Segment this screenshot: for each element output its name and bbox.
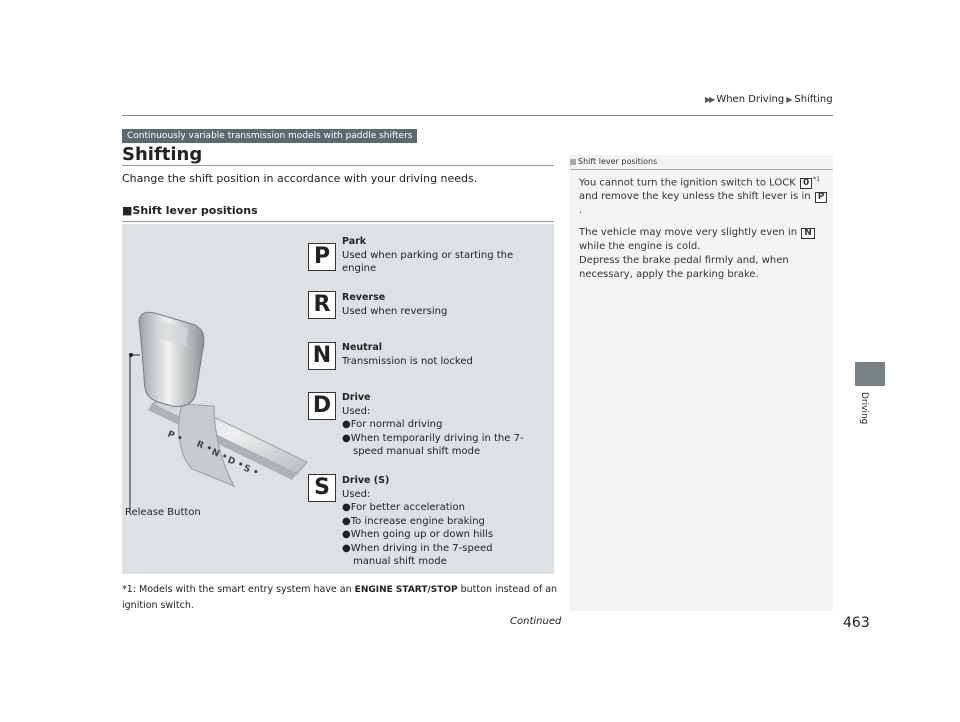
sidebar-para-1 — [579, 173, 829, 218]
breadcrumb-part-1[interactable]: When Driving — [716, 94, 785, 105]
lever-label-n: N • — [209, 447, 229, 463]
sidebar-text-span: The vehicle may move very slightly even in — [579, 227, 801, 239]
gear-desc-reverse — [342, 291, 542, 318]
gear-bullet: ●For normal driving — [342, 419, 443, 430]
header-rule — [122, 115, 833, 116]
gear-desc-drive — [342, 391, 527, 459]
continued-label: Continued — [510, 616, 562, 627]
sidebar-para-3: Depress the brake pedal firmly and, when necessary, apply the parking brake. — [579, 255, 789, 281]
gear-icon-s: S — [308, 474, 336, 502]
model-banner: Continuously variable transmission models with paddle shifters — [122, 129, 417, 143]
note-icon — [570, 159, 576, 165]
sidebar-rule — [570, 169, 833, 170]
release-button-label: Release Button — [125, 507, 201, 518]
gear-line: Used when reversing — [342, 305, 448, 317]
gear-icon-r: R — [308, 291, 336, 319]
gear-icon-d: D — [308, 392, 336, 420]
footnote-bold: ENGINE START/STOP — [354, 585, 458, 595]
gear-line: Used: — [342, 488, 371, 500]
title-rule — [122, 165, 554, 166]
gear-bullet: ●For better acceleration — [342, 502, 465, 513]
section-rule — [122, 221, 554, 222]
sidebar-text-span: and remove the key unless the shift lever is in — [579, 191, 814, 203]
page-title: Shifting — [122, 144, 203, 165]
breadcrumb-part-2[interactable]: Shifting — [794, 94, 833, 105]
footnote-ref: *1 — [813, 176, 821, 183]
breadcrumb-arrow-icon: ▶▶ — [705, 95, 714, 104]
sidebar-para-2 — [579, 226, 829, 254]
gear-name: Reverse — [342, 292, 386, 303]
page-number: 463 — [843, 615, 870, 631]
chapter-tab[interactable] — [855, 362, 885, 386]
gear-bullet: ●When temporarily driving in the 7-speed manual shift mode — [342, 432, 524, 457]
lever-label-p: P • — [165, 429, 184, 445]
gear-desc-drive-s — [342, 474, 512, 569]
chapter-tab-label — [855, 392, 871, 432]
section-title: ■Shift lever positions — [122, 204, 258, 217]
breadcrumb — [705, 94, 833, 105]
gear-name: Park — [342, 236, 367, 247]
key-p-icon: P — [815, 192, 828, 203]
sidebar-heading-text: Shift lever positions — [578, 157, 658, 166]
gear-icon-p: P — [308, 243, 336, 271]
gear-desc-neutral — [342, 341, 542, 368]
gear-line: Transmission is not locked — [342, 355, 473, 367]
gear-icon-n: N — [308, 342, 336, 370]
gear-name: Drive — [342, 392, 371, 403]
gear-bullet: ●To increase engine braking — [342, 515, 485, 527]
shift-lever-panel — [122, 224, 554, 574]
lever-label-s: S • — [241, 463, 260, 479]
lever-label-r: R • — [194, 439, 214, 455]
gear-name: Neutral — [342, 342, 383, 353]
key-lock-icon: 0 — [800, 178, 812, 189]
sidebar-text-span: You cannot turn the ignition switch to LOCK — [579, 177, 799, 189]
gear-desc-park — [342, 235, 542, 276]
gear-bullet: ●When driving in the 7-speed manual shift mode — [342, 542, 493, 567]
gear-line: engine — [342, 263, 377, 274]
gear-bullet: ●When going up or down hills — [342, 529, 494, 540]
sidebar-text-span: . — [579, 205, 583, 217]
gear-line: Used: — [342, 405, 371, 417]
footnote-post: button instead of an ignition switch. — [122, 584, 558, 611]
breadcrumb-separator-icon: ▶ — [786, 95, 793, 104]
gear-line: Used when parking or starting the — [342, 249, 514, 261]
chapter-tab-text: Driving — [859, 392, 869, 425]
sidebar-heading — [570, 157, 657, 166]
lever-label-d: D • — [225, 455, 245, 471]
footnote-pre: *1: Models with the smart entry system have an — [122, 584, 355, 595]
intro-text: Change the shift position in accordance with your driving needs. — [122, 172, 478, 185]
footnote — [122, 582, 562, 614]
key-n-icon: N — [801, 228, 815, 239]
sidebar-text-span: while the engine is cold. — [579, 241, 701, 253]
gear-name: Drive (S) — [342, 475, 390, 486]
sidebar-text — [579, 173, 829, 290]
